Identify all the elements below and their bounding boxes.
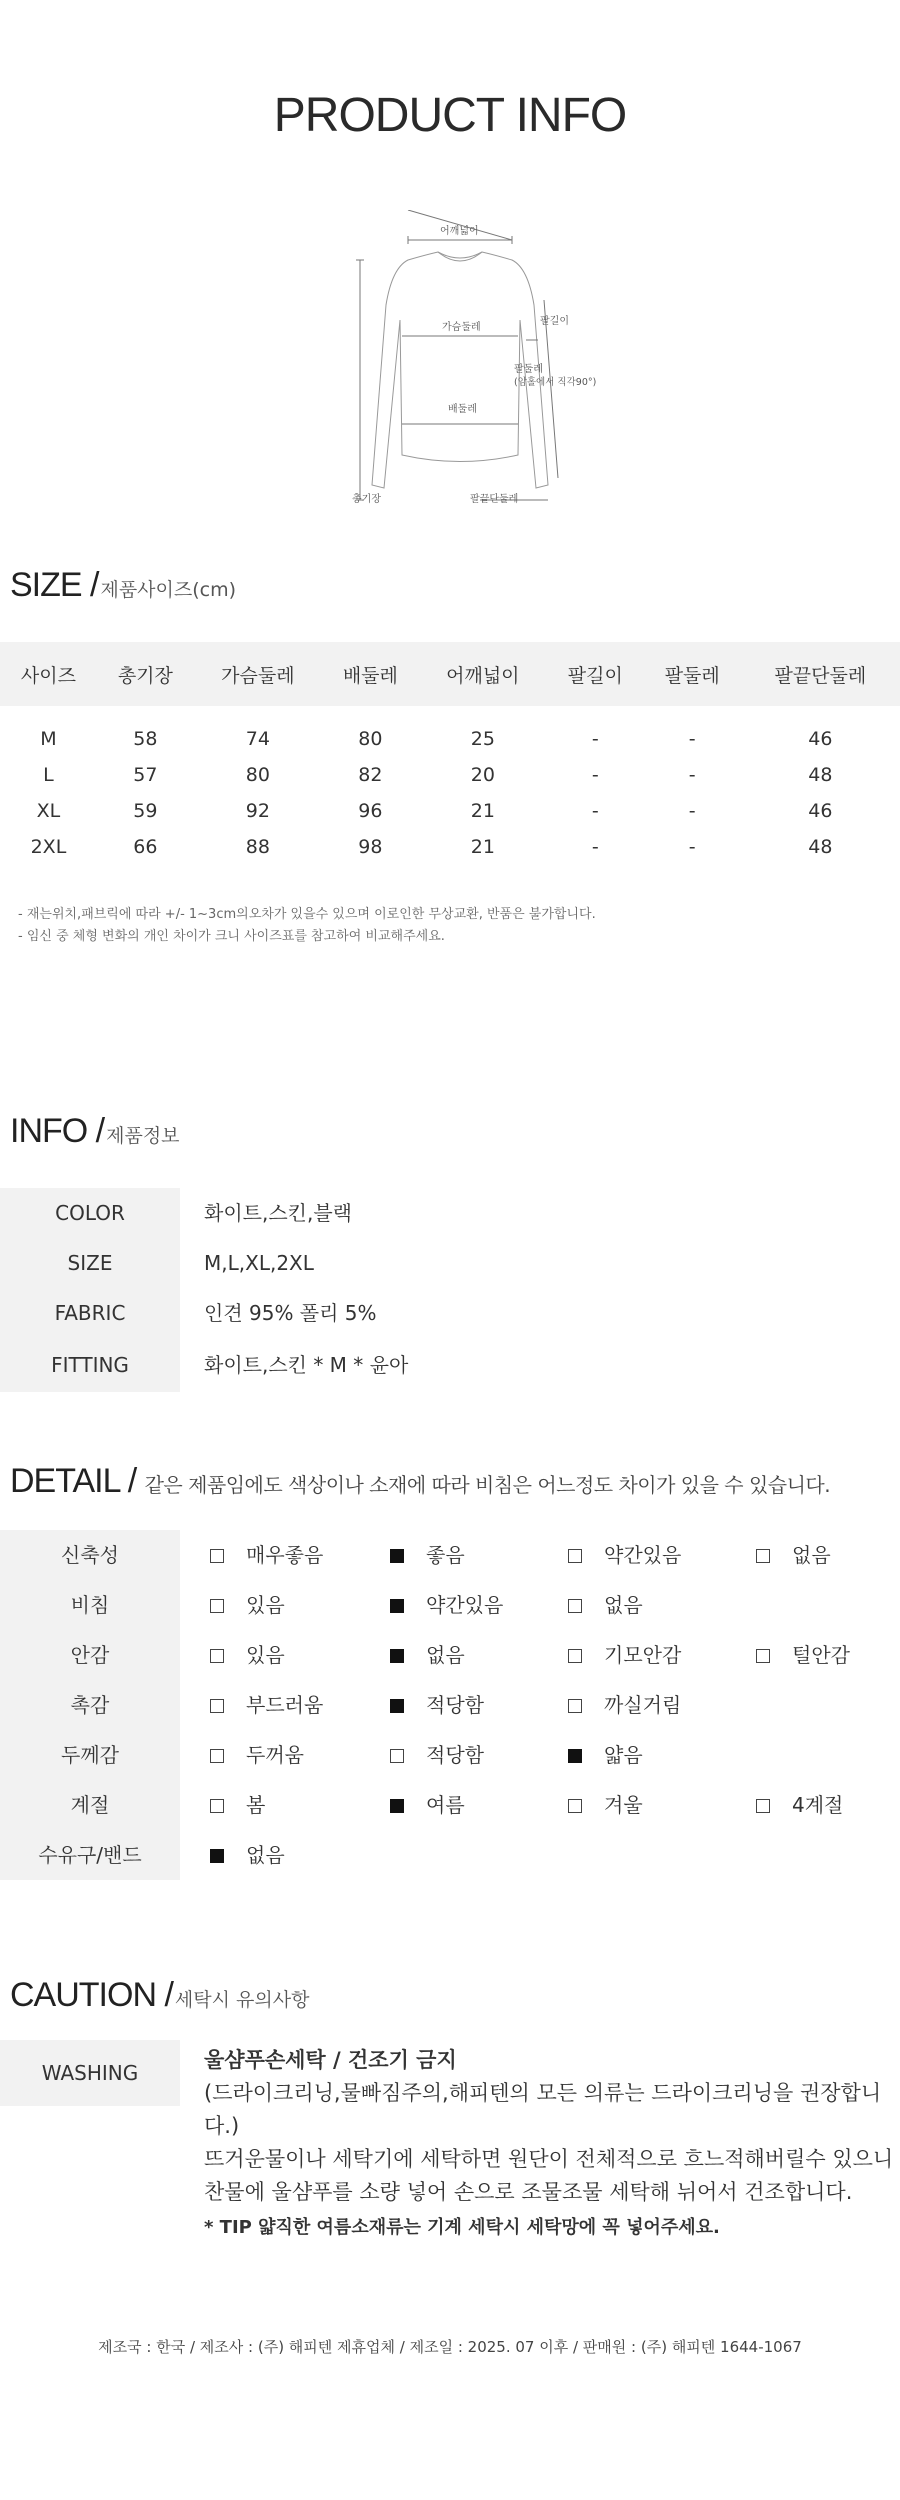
washing-line: (드라이크리닝,물빠짐주의,해피텐의 모든 의류는 드라이크리닝을 권장합니다.): [204, 2081, 882, 2138]
table-cell: 92: [245, 800, 270, 822]
caution-heading-sub: 세탁시 유의사항: [174, 1989, 310, 2011]
detail-label: 수유구/밴드: [38, 1843, 142, 1867]
info-value: 화이트,스킨 * M * 윤아: [204, 1353, 409, 1377]
table-cell: 59: [133, 800, 158, 822]
table-cell: -: [688, 800, 696, 822]
checkbox-empty-icon: [210, 1749, 224, 1763]
detail-option: [568, 1780, 643, 1830]
info-label: FITTING: [0, 1338, 180, 1392]
table-cell: 21: [470, 800, 495, 822]
detail-option: [568, 1680, 681, 1730]
label-sleeve-length: 팔길이: [540, 316, 569, 327]
info-heading: [10, 1112, 180, 1151]
checkbox-checked-icon: [390, 1799, 404, 1813]
label-shoulder: 어깨넓이: [440, 226, 479, 237]
size-notes: [18, 904, 596, 948]
checkbox-empty-icon: [210, 1649, 224, 1663]
table-cell: 96: [358, 800, 383, 822]
detail-label: 계절: [70, 1793, 110, 1817]
size-table: [0, 642, 900, 865]
detail-option: [210, 1830, 285, 1880]
table-row: [0, 829, 900, 865]
garment-outline: [330, 210, 590, 510]
table-cell: -: [591, 764, 599, 786]
checkbox-empty-icon: [568, 1699, 582, 1713]
table-cell: 80: [245, 764, 270, 786]
detail-option-label: 두꺼움: [246, 1743, 304, 1767]
detail-option: [210, 1730, 304, 1780]
checkbox-empty-icon: [210, 1799, 224, 1813]
table-cell: 66: [133, 836, 158, 858]
table-cell: 48: [808, 836, 833, 858]
label-arm-circ: 팔둘레: [514, 364, 543, 375]
table-cell: -: [591, 836, 599, 858]
detail-heading: [10, 1462, 830, 1501]
checkbox-empty-icon: [390, 1749, 404, 1763]
info-label: COLOR: [0, 1188, 180, 1238]
detail-option-label: 여름: [426, 1793, 465, 1817]
detail-option-label: 적당함: [426, 1693, 484, 1717]
washing-line: 울샴푸손세탁 / 건조기 금지: [204, 2048, 457, 2072]
checkbox-checked-icon: [390, 1549, 404, 1563]
size-note: - 임신 중 체형 변화의 개인 차이가 크니 사이즈표를 참고하여 비교해주세요.: [18, 929, 445, 944]
washing-label: WASHING: [0, 2040, 180, 2106]
detail-label: 촉감: [70, 1693, 110, 1717]
detail-option: [568, 1730, 643, 1780]
detail-option-label: 부드러움: [246, 1693, 324, 1717]
detail-label: 신축성: [61, 1543, 119, 1567]
detail-option: [756, 1780, 843, 1830]
table-cell: 25: [470, 728, 495, 750]
detail-option: [568, 1630, 681, 1680]
table-cell: 46: [808, 728, 833, 750]
table-cell: 46: [808, 800, 833, 822]
table-cell: 58: [133, 728, 158, 750]
checkbox-checked-icon: [390, 1649, 404, 1663]
detail-option: [210, 1530, 323, 1580]
checkbox-empty-icon: [756, 1799, 770, 1813]
size-heading-sub: 제품사이즈(cm): [100, 579, 237, 601]
col-header: 어깨넓이: [419, 642, 547, 706]
info-label: FABRIC: [0, 1288, 180, 1338]
info-row-fitting: [0, 1338, 900, 1392]
col-header: 팔끝단둘레: [741, 642, 900, 706]
label-total-length: 총기장: [352, 494, 381, 505]
info-value: 인견 95% 폴리 5%: [204, 1301, 377, 1325]
detail-option-label: 매우좋음: [246, 1543, 324, 1567]
table-row: [0, 757, 900, 793]
table-cell: 57: [133, 764, 158, 786]
detail-option-label: 있음: [246, 1643, 285, 1667]
table-cell: 21: [470, 836, 495, 858]
detail-option-label: 까실거림: [604, 1693, 682, 1717]
page-title: PRODUCT INFO: [273, 89, 627, 142]
checkbox-empty-icon: [756, 1649, 770, 1663]
detail-option-label: 겨울: [604, 1793, 643, 1817]
detail-option-label: 없음: [604, 1593, 643, 1617]
table-cell: -: [591, 728, 599, 750]
table-cell: 98: [358, 836, 383, 858]
detail-option-label: 털안감: [792, 1643, 850, 1667]
table-cell: -: [591, 800, 599, 822]
label-arm-circ-note: (암홀에서 직각90°): [514, 377, 597, 388]
detail-option: [210, 1630, 285, 1680]
detail-option-label: 기모안감: [604, 1643, 682, 1667]
label-chest: 가슴둘레: [442, 322, 481, 333]
table-cell: -: [688, 764, 696, 786]
table-cell: 74: [245, 728, 270, 750]
table-cell: 2XL: [30, 836, 67, 858]
info-heading-text: INFO /: [10, 1112, 105, 1150]
caution-heading: [10, 1976, 309, 2015]
detail-heading-text: DETAIL /: [10, 1462, 137, 1500]
detail-option-label: 약간있음: [426, 1593, 504, 1617]
detail-label: 두께감: [61, 1743, 119, 1767]
detail-option: [568, 1580, 643, 1630]
footer-info: 제조국 : 한국 / 제조사 : (주) 해피텐 제휴업체 / 제조일 : 2025. 07 이후 / 판매원 : (주) 해피텐 1644-1067: [98, 2338, 802, 2356]
info-value: M,L,XL,2XL: [204, 1251, 314, 1275]
checkbox-checked-icon: [390, 1599, 404, 1613]
detail-option: [568, 1530, 681, 1580]
table-cell: -: [688, 836, 696, 858]
info-label: SIZE: [0, 1238, 180, 1288]
col-header: 총기장: [97, 642, 194, 706]
detail-option-label: 적당함: [426, 1743, 484, 1767]
detail-option-label: 없음: [246, 1843, 285, 1867]
detail-option-label: 없음: [792, 1543, 831, 1567]
table-row: [0, 793, 900, 829]
detail-option-label: 없음: [426, 1643, 465, 1667]
table-cell: L: [43, 764, 54, 786]
detail-option: [390, 1680, 484, 1730]
col-header: 팔길이: [547, 642, 644, 706]
checkbox-empty-icon: [756, 1549, 770, 1563]
table-cell: -: [688, 728, 696, 750]
detail-label: 비침: [70, 1593, 110, 1617]
table-cell: 80: [358, 728, 383, 750]
checkbox-empty-icon: [210, 1599, 224, 1613]
detail-option: [390, 1630, 465, 1680]
washing-line: 찬물에 울샴푸를 소량 넣어 손으로 조물조물 세탁해 뉘어서 건조합니다.: [204, 2180, 853, 2204]
col-header: 팔둘레: [644, 642, 741, 706]
col-header: 가슴둘레: [194, 642, 322, 706]
label-cuff: 팔끝단둘레: [470, 494, 519, 505]
info-row-color: [0, 1188, 900, 1238]
table-cell: 48: [808, 764, 833, 786]
detail-note: 같은 제품임에도 색상이나 소재에 따라 비침은 어느정도 차이가 있을 수 있습니다.: [144, 1473, 831, 1497]
detail-option-label: 좋음: [426, 1543, 465, 1567]
washing-line: 뜨거운물이나 세탁기에 세탁하면 원단이 전체적으로 흐느적해버릴수 있으니: [204, 2147, 894, 2171]
info-row-size: [0, 1238, 900, 1288]
detail-option: [390, 1730, 484, 1780]
garment-diagram: [330, 210, 597, 510]
size-heading-text: SIZE /: [10, 566, 99, 604]
detail-option: [756, 1530, 831, 1580]
checkbox-empty-icon: [210, 1549, 224, 1563]
detail-option: [390, 1780, 465, 1830]
checkbox-checked-icon: [390, 1699, 404, 1713]
label-waist: 배둘레: [448, 404, 477, 415]
detail-option: [210, 1680, 323, 1730]
checkbox-empty-icon: [568, 1799, 582, 1813]
table-cell: 88: [245, 836, 270, 858]
info-heading-sub: 제품정보: [106, 1125, 180, 1147]
checkbox-empty-icon: [568, 1549, 582, 1563]
washing-text: [204, 2044, 900, 2244]
detail-option: [210, 1580, 285, 1630]
detail-option: [390, 1530, 465, 1580]
info-value: 화이트,스킨,블랙: [204, 1201, 352, 1225]
table-row: [0, 706, 900, 757]
table-cell: 82: [358, 764, 383, 786]
detail-option-label: 봄: [246, 1793, 266, 1817]
table-cell: M: [40, 728, 57, 750]
col-header: 배둘레: [322, 642, 419, 706]
detail-option-label: 약간있음: [604, 1543, 682, 1567]
info-row-fabric: [0, 1288, 900, 1338]
checkbox-checked-icon: [568, 1749, 582, 1763]
size-note: - 재는위치,패브릭에 따라 +/- 1~3cm의오차가 있을수 있으며 이로인한 무상교환, 반품은 불가합니다.: [18, 907, 596, 922]
detail-option-label: 얇음: [604, 1743, 643, 1767]
table-cell: XL: [36, 800, 61, 822]
detail-option: [210, 1780, 265, 1830]
table-cell: 20: [470, 764, 495, 786]
detail-label: 안감: [70, 1643, 110, 1667]
caution-heading-text: CAUTION /: [10, 1976, 173, 2014]
checkbox-empty-icon: [568, 1649, 582, 1663]
detail-option: [756, 1630, 850, 1680]
detail-option: [390, 1580, 503, 1630]
checkbox-empty-icon: [568, 1599, 582, 1613]
detail-option-label: 4계절: [792, 1793, 844, 1817]
size-table-header: [0, 642, 900, 706]
detail-option-label: 있음: [246, 1593, 285, 1617]
col-header: 사이즈: [0, 642, 97, 706]
checkbox-checked-icon: [210, 1849, 224, 1863]
washing-tip: * TIP 얇직한 여름소재류는 기계 세탁시 세탁망에 꼭 넣어주세요.: [204, 2217, 720, 2238]
checkbox-empty-icon: [210, 1699, 224, 1713]
size-heading: [10, 566, 236, 605]
